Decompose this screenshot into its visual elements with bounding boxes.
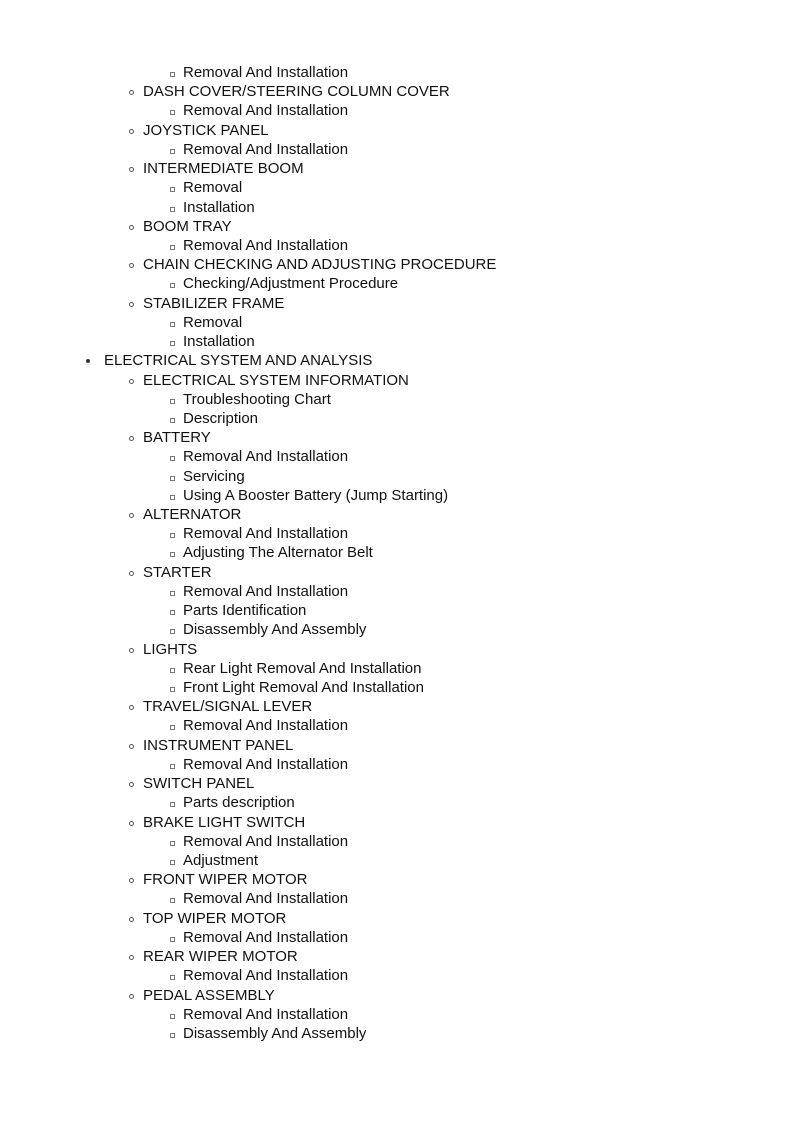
toc-label: Using A Booster Battery (Jump Starting) (183, 486, 449, 504)
toc-subsection[interactable] (0, 428, 794, 447)
toc-label: Description (183, 409, 259, 427)
toc-label: ELECTRICAL SYSTEM INFORMATION (143, 371, 409, 389)
toc-subsection[interactable] (0, 217, 794, 236)
toc-subsection[interactable] (0, 121, 794, 140)
toc-entry[interactable] (0, 966, 794, 985)
toc-label: Removal (183, 313, 243, 331)
toc-entry[interactable] (0, 851, 794, 870)
toc-subsection[interactable] (0, 563, 794, 582)
toc-label: Parts Identification (183, 602, 307, 620)
toc-entry[interactable] (0, 678, 794, 697)
toc-entry[interactable] (0, 467, 794, 486)
toc-label: Adjustment (183, 851, 259, 869)
toc-label: TRAVEL/SIGNAL LEVER (143, 698, 313, 716)
toc-label: Removal And Installation (183, 236, 349, 254)
toc-entry[interactable] (0, 601, 794, 620)
toc-subsection[interactable] (0, 294, 794, 313)
toc-label: TOP WIPER MOTOR (143, 909, 287, 927)
toc-label: DASH COVER/STEERING COLUMN COVER (143, 83, 450, 101)
toc-label: BOOM TRAY (143, 217, 232, 235)
toc-label: BATTERY (143, 429, 211, 447)
toc-label: Troubleshooting Chart (183, 390, 331, 408)
toc-label: STABILIZER FRAME (143, 294, 285, 312)
toc-entry[interactable] (0, 236, 794, 255)
toc-label: Checking/Adjustment Procedure (183, 275, 399, 293)
toc-entry[interactable] (0, 390, 794, 409)
toc-entry[interactable] (0, 543, 794, 562)
toc-label: CHAIN CHECKING AND ADJUSTING PROCEDURE (143, 256, 497, 274)
toc-subsection[interactable] (0, 870, 794, 889)
toc-label: PEDAL ASSEMBLY (143, 986, 275, 1004)
toc-label: FRONT WIPER MOTOR (143, 871, 308, 889)
toc-entry[interactable] (0, 178, 794, 197)
toc-label: Removal And Installation (183, 448, 349, 466)
toc-entry[interactable] (0, 716, 794, 735)
toc-label: Parts description (183, 794, 295, 812)
toc-subsection[interactable] (0, 774, 794, 793)
toc-entry[interactable] (0, 101, 794, 120)
toc-label: Servicing (183, 467, 245, 485)
toc-label: ELECTRICAL SYSTEM AND ANALYSIS (104, 352, 373, 370)
toc-label: Removal And Installation (183, 64, 349, 81)
toc-entry[interactable] (0, 332, 794, 351)
table-of-contents (0, 63, 794, 1043)
toc-label: Removal And Installation (183, 967, 349, 985)
toc-subsection[interactable] (0, 505, 794, 524)
toc-entry[interactable] (0, 1005, 794, 1024)
toc-label: Removal And Installation (183, 890, 349, 908)
toc-subsection[interactable] (0, 986, 794, 1005)
toc-label: Installation (183, 333, 255, 351)
toc-subsection[interactable] (0, 813, 794, 832)
toc-entry[interactable] (0, 582, 794, 601)
toc-subsection[interactable] (0, 159, 794, 178)
toc-entry[interactable] (0, 659, 794, 678)
toc-entry[interactable] (0, 63, 794, 82)
toc-entry[interactable] (0, 274, 794, 293)
toc-label: Removal And Installation (183, 717, 349, 735)
toc-label: Installation (183, 198, 255, 216)
toc-subsection[interactable] (0, 697, 794, 716)
toc-label: INSTRUMENT PANEL (143, 736, 294, 754)
toc-label: Disassembly And Assembly (183, 1024, 367, 1042)
toc-label: Disassembly And Assembly (183, 621, 367, 639)
toc-label: INTERMEDIATE BOOM (143, 160, 304, 178)
toc-label: Front Light Removal And Installation (183, 679, 424, 696)
toc-label: JOYSTICK PANEL (143, 121, 269, 139)
toc-label: Removal And Installation (183, 1005, 349, 1023)
toc-label: Removal And Installation (183, 140, 349, 158)
toc-subsection[interactable] (0, 640, 794, 659)
toc-label: Removal And Installation (183, 928, 349, 946)
toc-entry[interactable] (0, 198, 794, 217)
toc-entry[interactable] (0, 486, 794, 505)
toc-label: LIGHTS (143, 640, 198, 658)
toc-label: Removal And Installation (183, 102, 349, 120)
toc-entry[interactable] (0, 620, 794, 639)
toc-entry[interactable] (0, 447, 794, 466)
toc-label: ALTERNATOR (143, 506, 242, 524)
toc-entry[interactable] (0, 524, 794, 543)
toc-subsection[interactable] (0, 371, 794, 390)
toc-label: REAR WIPER MOTOR (143, 948, 298, 966)
toc-label: Adjusting The Alternator Belt (183, 544, 373, 562)
toc-label: BRAKE LIGHT SWITCH (143, 813, 306, 831)
toc-label: Rear Light Removal And Installation (183, 659, 422, 677)
toc-entry[interactable] (0, 409, 794, 428)
toc-label: STARTER (143, 563, 212, 581)
toc-label: Removal And Installation (183, 582, 349, 600)
toc-subsection[interactable] (0, 736, 794, 755)
toc-label: Removal And Installation (183, 832, 349, 850)
toc-section[interactable] (0, 351, 794, 370)
toc-entry[interactable] (0, 889, 794, 908)
toc-entry[interactable] (0, 832, 794, 851)
toc-entry[interactable] (0, 755, 794, 774)
toc-subsection[interactable] (0, 947, 794, 966)
toc-label: Removal (183, 179, 243, 197)
toc-label: SWITCH PANEL (143, 775, 255, 793)
toc-subsection[interactable] (0, 909, 794, 928)
toc-subsection[interactable] (0, 255, 794, 274)
toc-entry[interactable] (0, 140, 794, 159)
toc-entry[interactable] (0, 313, 794, 332)
toc-label: Removal And Installation (183, 755, 349, 773)
toc-entry[interactable] (0, 928, 794, 947)
toc-subsection[interactable] (0, 82, 794, 101)
toc-label: Removal And Installation (183, 525, 349, 543)
toc-entry[interactable] (0, 1024, 794, 1043)
toc-entry[interactable] (0, 793, 794, 812)
